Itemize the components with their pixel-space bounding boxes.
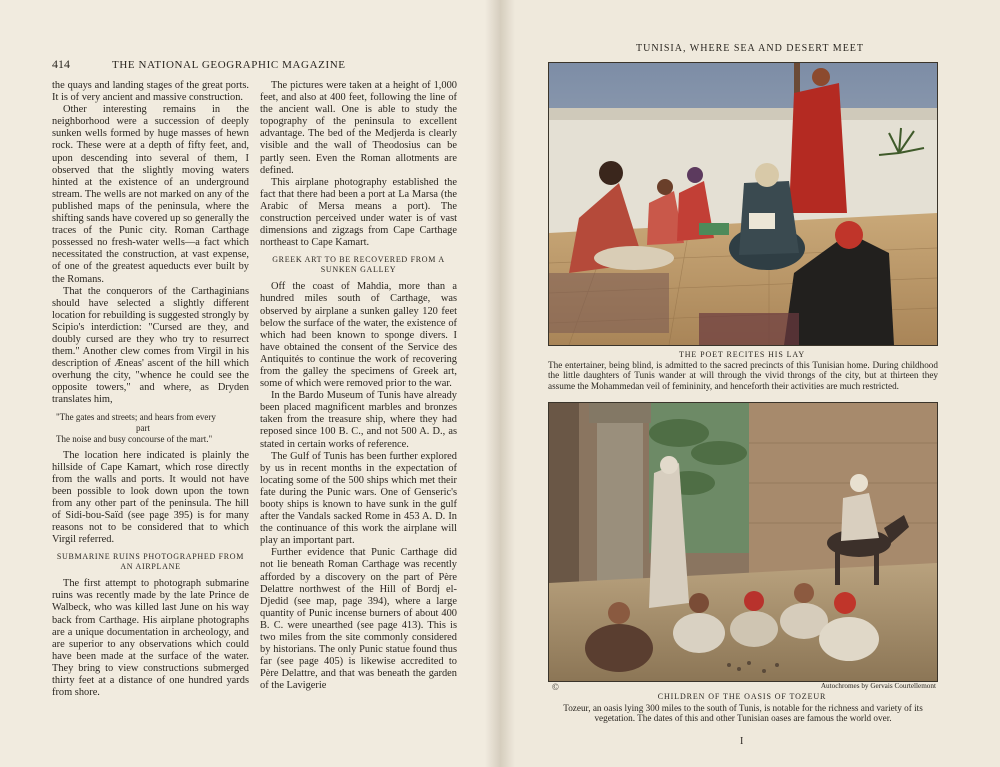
paragraph: This airplane photography established the fact that there had been a port at La Marsa (the Arabic of Mersa means a port). The construction perceived under water is of vast dimensions and zigzags from Cape Carthage northeast to Cape Kamart. [260,176,457,249]
text-column-1 [52,80,249,699]
section-subhead: GREEK ART TO BE RECOVERED FROM A SUNKEN GALLEY [272,255,445,275]
photo1-caption: The entertainer, being blind, is admitted to the sacred precincts of this Tunisian home. During childhood the little daughters of Tunis wander at will through the vivid throngs of the city, but at thirteen they assume the Mohammedan veil of femininity, and henceforth their activities are much restricted. [548,360,938,391]
verse-line: part [136,422,150,433]
poet-scene-illustration [549,63,937,345]
photo2-title: CHILDREN OF THE OASIS OF TOZEUR [657,692,827,701]
verse-line: The noise and busy concourse of the mart." [56,433,213,444]
photo-poet-recites [548,62,938,346]
left-running-head [52,57,472,72]
photo-credit: Autochromes by Gervais Courtellemont [820,682,936,690]
photo-children-tozeur [548,402,938,682]
paragraph: The first attempt to photograph submarine ruins was recently made by the late Prince de Walbeck, who was killed last June on his way back from Carthage. His airplane photographs are a unique documentation in archeology, and are superior to any observations which could have been made at the surface of the water. They bring to view constructions submerged thirty feet at a distance of one hundred yards from shore. [52,578,249,699]
paragraph: Other interesting remains in the neighborhood were a succession of deeply sunken wells formed by huge masses of hewn rock. These were at a depth of fifty feet, and, upon descending into several of them, I observed that the slightly moving waters hinted at the existence of an underground stream. The wells are not marked on any of the published maps of the peninsula, where the shifting sands have covered up so generally the traces of the Punic city. Roman Carthage possessed no fresh-water wells—a fact which necessitated the construction, at vast expense, of one of the greatest aqueducts ever built by the Romans. [52,104,249,285]
paragraph: The Gulf of Tunis has been further explored by us in recent months in the expectation of locating some of the 500 ships which met their fate during the Punic wars. One of Genseric's booty ships is known to have sunk in the gulf after the Vandals sacked Rome in 453 A. D. In the continuance of this work the airplane will play an important part. [260,450,457,547]
text-column-2 [260,80,457,693]
photo1-title: THE POET RECITES HIS LAY [678,350,806,359]
page-number: 414 [52,57,70,71]
verse-quote [52,412,249,445]
paragraph: That the conquerors of the Carthaginians should have selected a slightly different location for rebuilding is suggested strongly by Scipio's interdiction: "Cursed are they, and doubly cursed are they who try to resurrect them." Another clew comes from Virgil in his description of Æneas' ascent of the hill which overhung the city, "whence he could see the opposite towers," and where, as Dryden translates him, [52,285,249,406]
paragraph: The location here indicated is plainly the hillside of Cape Kamart, which rose directly from the walls and ports. It would not have been possible to look down upon the town from any other part of the peninsula. The hill of Sidi-bou-Saïd (see page 395) is for many reasons not to be considered that to which Virgil referred. [52,449,249,546]
paragraph: Off the coast of Mahdia, more than a hundred miles south of Carthage, was observed by airplane a sunken galley 120 feet below the surface of the water, the existence of which had been known to sponge divers. I have obtained the consent of the Service des Antiquités to continue the work of recovering from the galley the specimens of Greek art, some of which were removed prior to the war. [260,281,457,390]
paragraph: In the Bardo Museum of Tunis have already been placed magnificent marbles and bronzes taken from the treasure ship, where they had reposed since 100 B. C., and not 500 A. D., as stated in certain works of reference. [260,390,457,450]
section-subhead: SUBMARINE RUINS PHOTOGRAPHED FROM AN AIRPLANE [56,552,245,572]
paragraph: The pictures were taken at a height of 1,000 feet, and also at 400 feet, following the line of the ancient wall. One is able to study the topography of the peninsula to excellent advantage. The bed of the Medjerda is clearly visible and the wall of Theodosius can be partly seen. Even the Roman allotments are defined. [260,80,457,176]
photo2-caption: Tozeur, an oasis lying 300 miles to the south of Tunis, is notable for the richness and variety of its vegetation. The dates of this and other Tunisian oases are famous the world over. [563,703,923,724]
magazine-title: THE NATIONAL GEOGRAPHIC MAGAZINE [112,59,346,71]
right-running-head: TUNISIA, WHERE SEA AND DESERT MEET [635,43,865,54]
paragraph: the quays and landing stages of the great ports. It is of very ancient and massive construction. [52,80,249,104]
paragraph: Further evidence that Punic Carthage did not lie beneath Roman Carthage was recently afforded by a discovery on the part of Père Delattre northwest of the Hill of Bordj el-Djedid (see map, page 394), where a large quantity of Punic incense burners of about 400 B. C. were unearthed (see page 413). This is two miles from the site commonly considered by historians. The only Punic statue found thus far (see page 405) is likewise accredited to Père Delattre, and that was beneath the garden of the Lavigerie [260,547,457,692]
verse-line: "The gates and streets; and hears from every [56,411,216,422]
oasis-scene-illustration [549,403,937,681]
plate-number: I [740,736,744,747]
copyright-mark: © [552,682,559,692]
